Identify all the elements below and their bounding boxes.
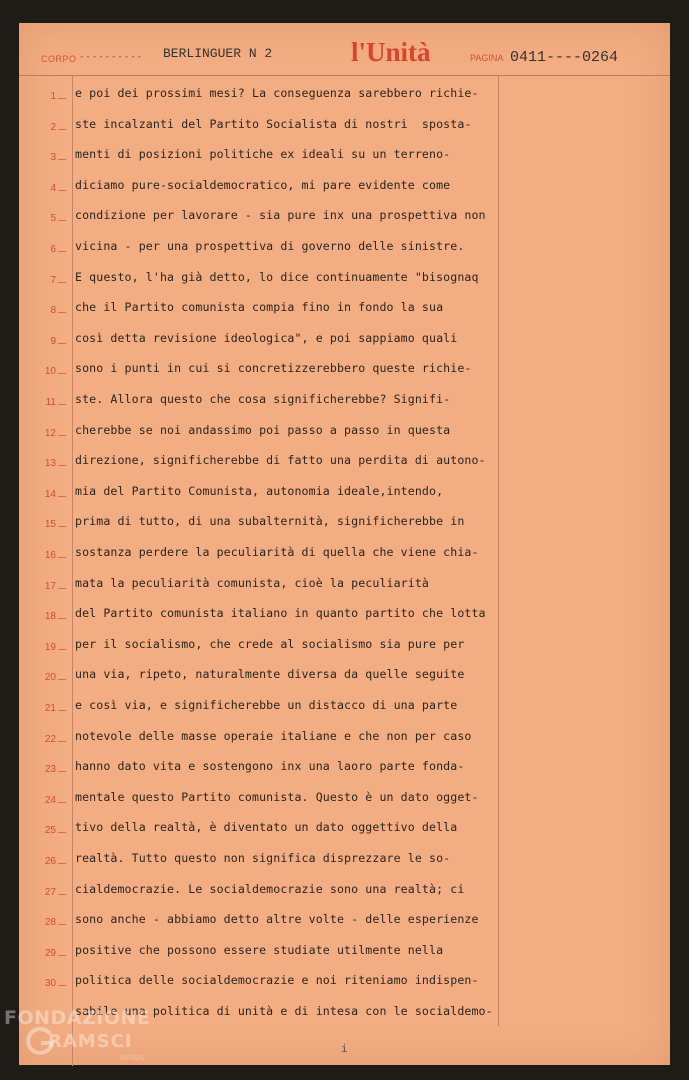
text-line: che il Partito comunista compia fino in fondo la sua	[75, 300, 444, 315]
text-line: ste. Allora questo che cosa significherebbe? Signifi-	[75, 392, 451, 406]
line-number: 1	[50, 91, 56, 102]
line-tick	[58, 618, 66, 619]
text-line: direzione, significherebbe di fatto una perdita di autono-	[75, 453, 486, 468]
watermark-line1: FONDAZIONE	[4, 1007, 151, 1029]
text-line: ste incalzanti del Partito Socialista di nostri sposta-	[75, 116, 472, 131]
line-tick	[58, 496, 66, 497]
line-number: 29	[44, 947, 56, 959]
line-number: 20	[44, 672, 56, 684]
footer-mark: i	[341, 1042, 348, 1055]
line-tick	[58, 649, 66, 650]
text-line: condizione per lavorare - sia pure inx una prospettiva non	[75, 208, 486, 223]
line-tick	[58, 985, 66, 986]
text-line: prima di tutto, di una subalternità, significherebbe in	[75, 514, 465, 529]
document-title: BERLINGUER N 2	[163, 46, 273, 61]
line-number: 10	[44, 366, 56, 378]
line-number: 11	[45, 397, 56, 408]
text-line: e poi dei prossimi mesi? La conseguenza sarebbero richie-	[75, 86, 479, 100]
text-line: mia del Partito Comunista, autonomia ideale,intendo,	[75, 483, 444, 498]
header-divider	[19, 75, 670, 76]
text-line: vicina - per una prospettiva di governo delle sinistre.	[75, 239, 465, 253]
line-number: 7	[50, 274, 56, 286]
line-tick	[58, 373, 66, 374]
unita-logo: l'Unità	[351, 37, 431, 67]
text-line: così detta revisione ideologica", e poi sappiamo quali	[75, 330, 458, 345]
line-number: 26	[44, 856, 56, 867]
corpo-dashes: ----------	[79, 52, 144, 62]
text-line: tivo della realtà, è diventato un dato oggettivo della	[75, 820, 458, 835]
line-tick	[58, 955, 66, 956]
line-tick	[58, 282, 66, 283]
text-line: diciamo pure-socialdemocratico, mi pare evidente come	[75, 177, 451, 192]
line-number: 19	[44, 641, 56, 653]
line-tick	[58, 924, 66, 925]
fondazione-gramsci-watermark	[4, 1003, 204, 1080]
text-line: sabile una politica di unità e di intesa con le socialdemo-	[75, 1004, 493, 1018]
pagina-value: 0411----0264	[510, 49, 619, 66]
text-line: cherebbe se noi andassimo poi passo a passo in questa	[75, 422, 451, 437]
line-tick	[58, 343, 66, 344]
line-number: 17	[44, 580, 56, 592]
line-number: 22	[44, 733, 56, 745]
line-tick	[58, 588, 66, 589]
line-tick	[58, 526, 66, 527]
line-tick	[58, 159, 66, 160]
line-tick	[58, 435, 66, 436]
line-tick	[58, 220, 66, 221]
text-line: sono i punti in cui si concretizzerebbero queste richie-	[75, 361, 472, 376]
line-tick	[58, 802, 66, 803]
line-number: 23	[44, 764, 56, 776]
line-number: 9	[50, 335, 56, 347]
line-tick	[58, 771, 66, 772]
text-line: politica delle socialdemocrazie e noi riteniamo indispen-	[75, 973, 479, 988]
text-line: sostanza perdere la peculiarità di quella che viene chia-	[75, 545, 479, 559]
text-line: notevole delle masse operaie italiane e che non per caso	[75, 728, 472, 743]
line-tick	[58, 894, 66, 895]
text-line: sono anche - abbiamo detto altre volte - delle esperienze	[75, 912, 479, 927]
text-line: e così via, e significherebbe un distacco di una parte	[75, 698, 458, 712]
line-number: 24	[44, 794, 56, 806]
pagina-label: PAGINA	[470, 53, 504, 63]
corpo-label: CORPO	[41, 54, 77, 64]
watermark-line2: RAMSCI	[48, 1031, 133, 1052]
left-margin-rule	[72, 76, 73, 1066]
line-tick	[58, 710, 66, 711]
line-tick	[58, 557, 66, 558]
text-line: del Partito comunista italiano in quanto partito che lotta	[75, 606, 486, 621]
line-number: 18	[44, 611, 56, 623]
line-number: 27	[44, 886, 56, 898]
line-number: 2	[50, 121, 56, 133]
line-number: 15	[44, 519, 56, 531]
line-number: 12	[44, 427, 56, 439]
line-tick	[58, 465, 66, 466]
line-number: 13	[44, 458, 56, 470]
line-number: 28	[44, 917, 56, 929]
text-line: positive che possono essere studiate utilmente nella	[75, 942, 444, 957]
text-line: mata la peculiarità comunista, cioè la peculiarità	[75, 575, 430, 590]
text-line: hanno dato vita e sostengono inx una laoro parte fonda-	[75, 759, 465, 774]
text-line: E questo, l'ha già detto, lo dice continuamente "bisognaq	[75, 269, 479, 284]
document-sheet	[19, 23, 670, 1065]
text-line: mentale questo Partito comunista. Questo è un dato ogget-	[75, 789, 479, 804]
line-tick	[58, 129, 66, 130]
line-number: 25	[44, 825, 56, 837]
line-number: 30	[44, 978, 56, 990]
line-number: 16	[44, 550, 56, 561]
line-tick	[58, 312, 66, 313]
line-tick	[58, 190, 66, 191]
text-line: per il socialismo, che crede al socialismo sia pure per	[75, 636, 465, 651]
line-number: 6	[50, 244, 56, 255]
line-number: 21	[44, 703, 56, 714]
line-tick	[58, 404, 66, 405]
line-tick	[58, 679, 66, 680]
line-tick	[58, 98, 66, 99]
line-number: 8	[50, 305, 56, 317]
document-header	[19, 23, 670, 75]
line-number: 14	[44, 488, 56, 500]
line-tick	[58, 863, 66, 864]
text-line: una via, ripeto, naturalmente diversa da quelle seguite	[75, 667, 465, 682]
watermark-line3: onlus	[120, 1053, 145, 1063]
line-number: 4	[50, 182, 56, 194]
line-tick	[58, 741, 66, 742]
line-number: 3	[50, 152, 56, 164]
text-line: menti di posizioni politiche ex ideali su un terreno-	[75, 147, 451, 162]
line-number: 5	[50, 213, 56, 225]
line-tick	[58, 251, 66, 252]
text-line: cialdemocrazie. Le socialdemocrazie sono una realtà; ci	[75, 881, 465, 896]
line-tick	[58, 832, 66, 833]
right-margin-rule	[498, 76, 499, 1026]
text-line: realtà. Tutto questo non significa disprezzare le so-	[75, 851, 451, 865]
